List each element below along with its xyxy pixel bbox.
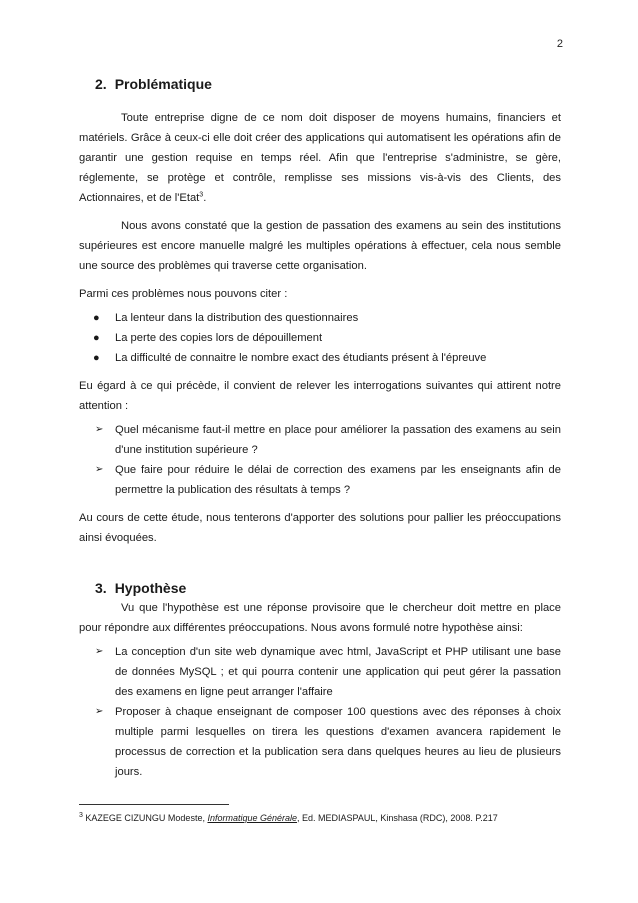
list-item: [79, 642, 561, 702]
section-title: Hypothèse: [114, 580, 187, 596]
bullet-dot-icon: ●: [93, 352, 100, 364]
list-item-text: La difficulté de connaitre le nombre exact des étudiants présent à l'épreuve: [115, 352, 487, 364]
list-item: [79, 348, 561, 368]
section-heading-problematique: [79, 74, 561, 94]
footnote: [79, 812, 559, 824]
arrow-bullet-icon: ➢: [95, 424, 104, 435]
list-item: [79, 460, 561, 500]
document-body: [79, 74, 561, 782]
hypothesis-list: [79, 642, 561, 782]
arrow-bullet-icon: ➢: [95, 464, 104, 475]
footnote-author: KAZEGE CIZUNGU Modeste,: [85, 813, 208, 823]
bullet-dot-icon: ●: [93, 332, 100, 344]
paragraph: Vu que l'hypothèse est une réponse provisoire que le chercheur doit mettre en place pour répondre aux différentes préoccupations. Nous avons formulé notre hypothèse ainsi:: [79, 602, 561, 634]
footnote-divider: [79, 804, 229, 805]
list-item: [79, 308, 561, 328]
paragraph: Au cours de cette étude, nous tenterons d'apporter des solutions pour pallier les préoccupations ainsi évoquées.: [79, 512, 561, 544]
list-item: [79, 420, 561, 460]
bullet-list: [79, 308, 561, 368]
footnote-number: 3: [79, 812, 83, 819]
page-number: 2: [556, 38, 563, 50]
paragraph-text: Toute entreprise digne de ce nom doit disposer de moyens humains, financiers et matériels. Grâce à ceux-ci elle doit créer des applications qui automatisent les opérations afin de garantir une gestion requise en temps réel. Afin que l'entreprise s'administre, se gère, réglemente, se protège et contrôle, remplisse ses missions vis-à-vis des Clients, des Actionnaires, et de l'Etat: [79, 112, 561, 204]
list-item-text: La perte des copies lors de dépouillement: [115, 332, 323, 344]
footnote-details: , Ed. MEDIASPAUL, Kinshasa (RDC), 2008. P.217: [297, 813, 498, 823]
list-item-text: Proposer à chaque enseignant de composer 100 questions avec des réponses à choix multiple parmi lesquelles on tirera les questions d'examen avancera rapidement le processus de correction et la publication sera dans quelques heures au lieu de plusieurs jours.: [115, 706, 561, 778]
arrow-bullet-icon: ➢: [95, 706, 104, 717]
paragraph: Eu égard à ce qui précède, il convient de relever les interrogations suivantes qui attirent notre attention :: [79, 380, 561, 412]
paragraph-text: .: [203, 192, 207, 204]
section-number: 2.: [95, 76, 107, 92]
section-title: Problématique: [114, 76, 212, 92]
footnote-title: Informatique Générale: [207, 813, 298, 823]
section-number: 3.: [95, 580, 107, 596]
paragraph: [79, 108, 561, 208]
paragraph: Nous avons constaté que la gestion de passation des examens au sein des institutions supérieures est encore manuelle malgré les multiples opérations à effectuer, cela nous semble une source des problèmes qui traverse cette organisation.: [79, 220, 561, 272]
list-item: [79, 702, 561, 782]
list-item-text: La lenteur dans la distribution des questionnaires: [115, 312, 359, 324]
list-item: [79, 328, 561, 348]
section-heading-hypothese: [79, 578, 561, 598]
list-item-text: Que faire pour réduire le délai de correction des examens par les enseignants afin de permettre la publication des résultats à temps ?: [115, 464, 561, 496]
question-list: [79, 420, 561, 500]
bullet-dot-icon: ●: [93, 312, 100, 324]
arrow-bullet-icon: ➢: [95, 646, 104, 657]
footnote-ref[interactable]: 3: [199, 191, 204, 199]
list-item-text: La conception d'un site web dynamique avec html, JavaScript et PHP utilisant une base de données MySQL ; et qui pourra contenir une application qui peut gérer la passation des examens en ligne peut arranger l'affaire: [115, 646, 561, 698]
list-item-text: Quel mécanisme faut-il mettre en place pour améliorer la passation des examens au sein d'une institution supérieure ?: [115, 424, 561, 456]
paragraph: Parmi ces problèmes nous pouvons citer :: [79, 288, 288, 300]
